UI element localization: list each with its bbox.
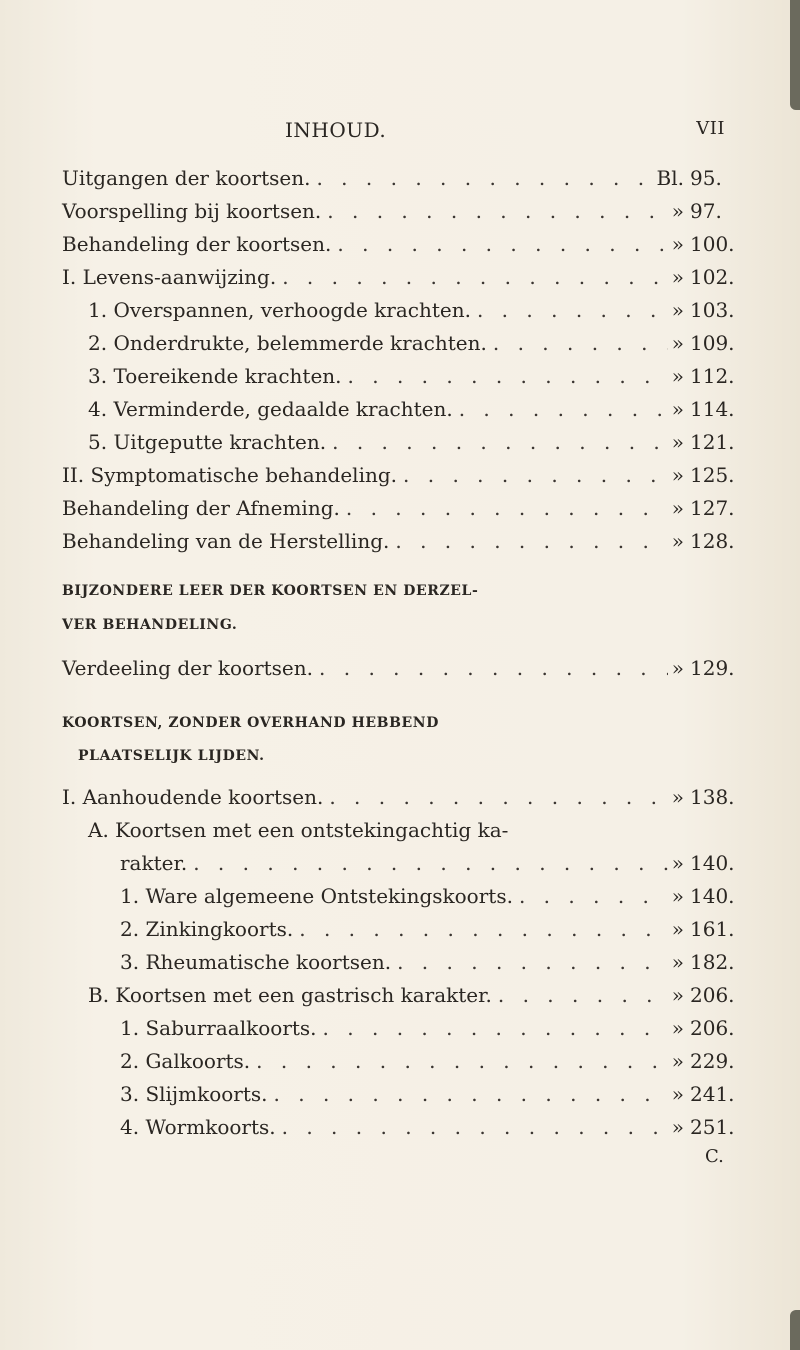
toc-entry-ref: »	[671, 983, 684, 1007]
toc-entry	[120, 851, 738, 881]
leader-dots	[317, 1016, 668, 1040]
toc-entry-label: Uitgangen der koortsen.	[62, 166, 311, 190]
section-heading-continued: PLAATSELIJK LIJDEN.	[78, 748, 265, 764]
leader-dots	[293, 917, 668, 941]
toc-entry	[88, 364, 738, 394]
section-heading: KOORTSEN, ZONDER OVERHAND HEBBEND	[62, 715, 439, 731]
toc-entry-label: 4. Verminderde, gedaalde krachten.	[88, 397, 453, 421]
leader-dots	[310, 166, 652, 190]
leader-dots	[487, 331, 668, 355]
leader-dots	[389, 529, 667, 553]
toc-entry	[62, 529, 738, 559]
toc-entry	[120, 1049, 738, 1079]
leader-dots	[326, 430, 668, 454]
toc-entry	[120, 1016, 738, 1046]
toc-entry-page: 112.	[690, 364, 735, 388]
toc-entry-label: 3. Slijmkoorts.	[120, 1082, 268, 1106]
toc-entry-ref: »	[671, 1049, 684, 1073]
toc-entry-ref: »	[671, 199, 684, 223]
toc-entry-ref: »	[671, 496, 684, 520]
toc-entry-label: 2. Onderdrukte, belemmerde krachten.	[88, 331, 487, 355]
leader-dots	[492, 983, 668, 1007]
toc-entry-label: I. Levens-aanwijzing.	[62, 265, 277, 289]
leader-dots	[276, 1115, 668, 1139]
toc-entry-label: Behandeling van de Herstelling.	[62, 529, 390, 553]
toc-entry	[120, 884, 738, 914]
toc-entry-label: Behandeling der koortsen.	[62, 232, 332, 256]
leader-dots	[323, 785, 667, 809]
toc-entry-ref: »	[671, 851, 684, 875]
toc-entry-label: I. Aanhoudende koortsen.	[62, 785, 324, 809]
toc-entry-page: 129.	[690, 656, 735, 680]
leader-dots	[276, 265, 668, 289]
toc-entry-page: 206.	[690, 1016, 735, 1040]
leader-dots	[340, 496, 668, 520]
toc-entry-label: 3. Rheumatische koortsen.	[120, 950, 392, 974]
leader-dots	[471, 298, 668, 322]
toc-entry-ref: »	[671, 529, 684, 553]
toc-entry	[62, 232, 738, 262]
toc-entry-ref: »	[671, 656, 684, 680]
toc-entry	[62, 166, 738, 196]
toc-entry-page: 161.	[690, 917, 735, 941]
toc-entry	[120, 950, 738, 980]
toc-entry-label: B. Koortsen met een gastrisch karakter.	[88, 983, 492, 1007]
header-title: INHOUD.	[285, 118, 387, 142]
toc-entry	[120, 1082, 738, 1112]
toc-entry-page: 182.	[690, 950, 735, 974]
toc-entry-page: 140.	[690, 884, 735, 908]
toc-entry-label: 4. Wormkoorts.	[120, 1115, 276, 1139]
toc-entry-page: 95.	[690, 166, 722, 190]
toc-entry-page: 109.	[690, 331, 735, 355]
toc-entry-ref: »	[671, 1082, 684, 1106]
toc-entry-label: 5. Uitgeputte krachten.	[88, 430, 327, 454]
page-edge-mark-bottom	[790, 1310, 800, 1350]
toc-entry-ref: »	[671, 430, 684, 454]
toc-entry-ref: »	[671, 397, 684, 421]
toc-entry	[88, 983, 738, 1013]
toc-entry-label: 1. Ware algemeene Ontstekingskoorts.	[120, 884, 513, 908]
section-heading-continued: VER BEHANDELING.	[62, 617, 238, 633]
toc-entry	[120, 917, 738, 947]
header-folio: VII	[696, 118, 725, 139]
toc-entry	[62, 785, 738, 815]
toc-entry-page: 114.	[690, 397, 735, 421]
toc-entry-label: 1. Saburraalkoorts.	[120, 1016, 317, 1040]
toc-entry-ref: »	[671, 364, 684, 388]
toc-entry-page: 128.	[690, 529, 735, 553]
toc-entry-ref: »	[671, 917, 684, 941]
toc-entry-page: 251.	[690, 1115, 735, 1139]
toc-entry-label: 2. Zinkingkoorts.	[120, 917, 294, 941]
toc-entry-ref: »	[671, 785, 684, 809]
toc-entry-page: 229.	[690, 1049, 735, 1073]
toc-entry-ref: »	[671, 331, 684, 355]
toc-entry-page: 102.	[690, 265, 735, 289]
toc-entry-page: 100.	[690, 232, 735, 256]
toc-entry-label: Voorspelling bij koortsen.	[62, 199, 322, 223]
toc-entry-label: 2. Galkoorts.	[120, 1049, 251, 1073]
leader-dots	[313, 656, 668, 680]
toc-entry	[62, 265, 738, 295]
toc-entry-ref: »	[671, 950, 684, 974]
leader-dots	[391, 950, 668, 974]
leader-dots	[321, 199, 667, 223]
toc-entry-label: Behandeling der Afneming.	[62, 496, 340, 520]
toc-entry-page: 138.	[690, 785, 735, 809]
leader-dots	[513, 884, 668, 908]
toc-entry-ref: »	[671, 232, 684, 256]
toc-entry	[88, 331, 738, 361]
toc-entry-page: 103.	[690, 298, 735, 322]
toc-entry-page: 241.	[690, 1082, 735, 1106]
toc-entry-page: 97.	[690, 199, 722, 223]
toc-entry	[62, 463, 738, 493]
toc-entry-ref: Bl.	[656, 166, 684, 190]
toc-entry-page: 140.	[690, 851, 735, 875]
toc-entry-page: 127.	[690, 496, 735, 520]
running-header	[285, 118, 725, 148]
toc-entry-ref: »	[671, 1115, 684, 1139]
toc-entry	[62, 656, 738, 686]
toc-entry-ref: »	[671, 298, 684, 322]
toc-entry	[88, 397, 738, 427]
toc-entry	[88, 298, 738, 328]
signature-mark: C.	[705, 1146, 724, 1167]
toc-entry-label: 3. Toereikende krachten.	[88, 364, 342, 388]
toc-entry	[88, 430, 738, 460]
toc-entry-page: 121.	[690, 430, 735, 454]
leader-dots	[250, 1049, 668, 1073]
toc-entry	[120, 1115, 738, 1145]
leader-dots	[331, 232, 667, 256]
toc-entry-label: Verdeeling der koortsen.	[62, 656, 314, 680]
toc-entry-label: 1. Overspannen, verhoogde krachten.	[88, 298, 471, 322]
leader-dots	[397, 463, 668, 487]
leader-dots	[342, 364, 668, 388]
toc-entry-ref: »	[671, 1016, 684, 1040]
section-heading: BIJZONDERE LEER DER KOORTSEN EN DERZEL-	[62, 583, 479, 599]
toc-entry	[62, 199, 738, 229]
toc-entry-ref: »	[671, 884, 684, 908]
toc-entry-continued-label: A. Koortsen met een ontstekingachtig ka-	[88, 818, 509, 842]
toc-entry-page: 206.	[690, 983, 735, 1007]
toc-entry-label: II. Symptomatische behandeling.	[62, 463, 398, 487]
toc-entry-ref: »	[671, 265, 684, 289]
toc-entry-label: rakter.	[120, 851, 188, 875]
leader-dots	[268, 1082, 668, 1106]
toc-entry-page: 125.	[690, 463, 735, 487]
leader-dots	[453, 397, 668, 421]
leader-dots	[187, 851, 668, 875]
toc-entry	[62, 496, 738, 526]
page-edge-mark-top	[790, 0, 800, 110]
toc-entry-ref: »	[671, 463, 684, 487]
